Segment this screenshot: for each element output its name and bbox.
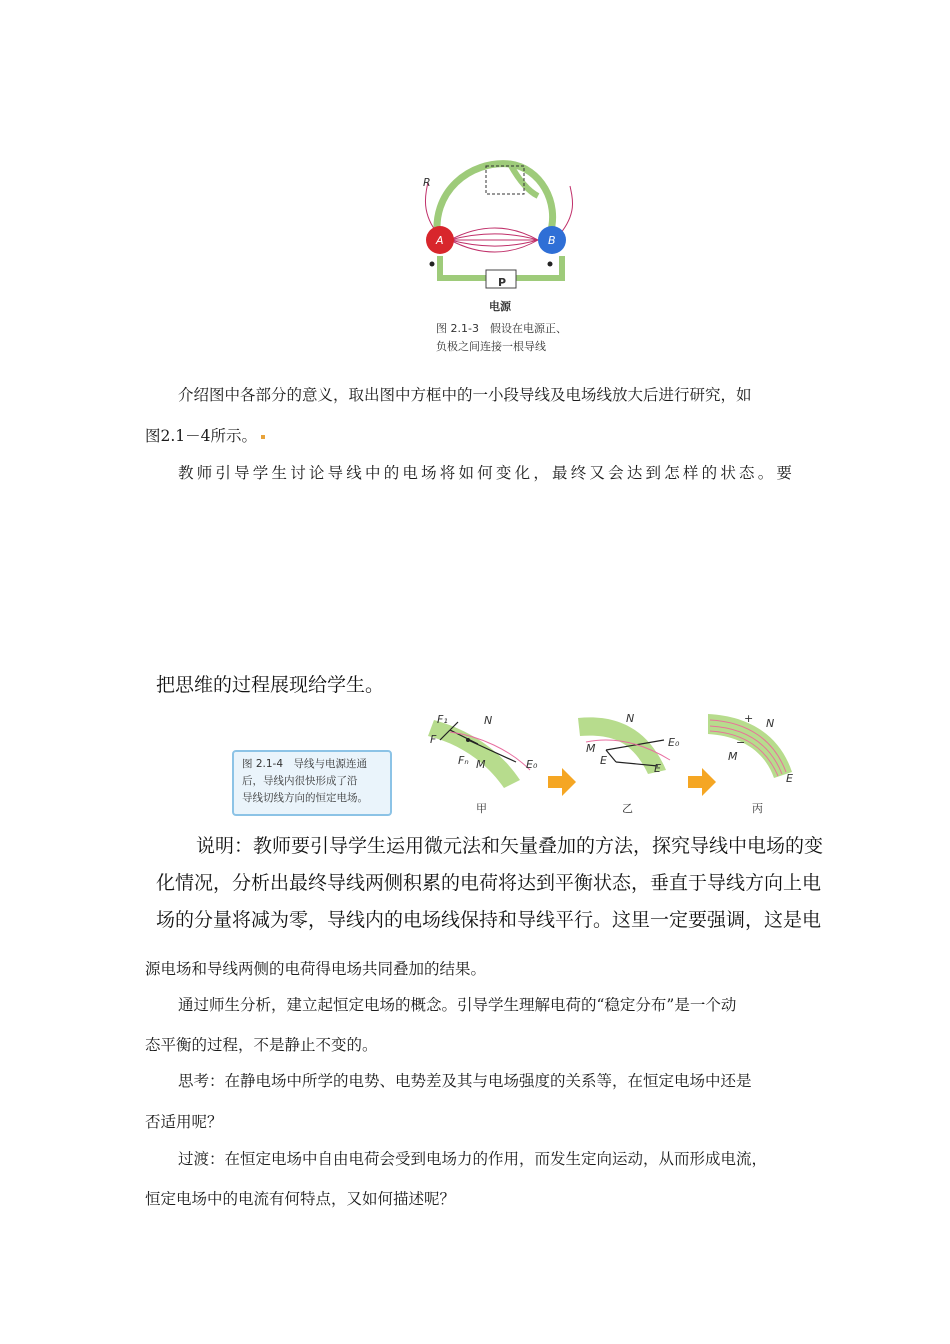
label-m-1: M — [476, 758, 486, 771]
wire-segment-1 — [428, 720, 520, 788]
label-n-3: N — [766, 717, 775, 730]
label-power: 电源 — [489, 300, 511, 313]
figure-caption-2: 负极之间连接一根导线 — [436, 340, 546, 353]
paragraph-6-line-2: 恒定电场中的电流有何特点，又如何描述呢？ — [145, 1190, 456, 1208]
paragraph-1-line-1: 介绍图中各部分的意义，取出图中方框中的一小段导线及电场线放大后进行研究，如 — [178, 386, 752, 404]
label-p: P — [498, 276, 507, 289]
label-fn: Fₙ — [458, 754, 469, 767]
figure-caption-1: 图 2.1-3 假设在电源正、 — [436, 322, 567, 335]
mark-dot — [261, 435, 265, 439]
label-m-3: M — [728, 750, 738, 763]
label-e-2a: E — [600, 754, 607, 767]
panel-label-bing: 丙 — [752, 802, 763, 815]
label-m-2: M — [586, 742, 596, 755]
note-line-4: 源电场和导线两侧的电荷得电场共同叠加的结果。 — [145, 960, 487, 978]
arrow-1 — [548, 768, 576, 796]
label-b: B — [548, 234, 556, 247]
note-line-2: 化情况，分析出最终导线两侧积累的电荷将达到平衡状态，垂直于导线方向上电 — [156, 872, 822, 894]
label-f: F — [430, 733, 437, 746]
label-a: A — [436, 234, 444, 247]
note-line-3: 场的分量将减为零，导线内的电场线保持和导线平行。这里一定要强调，这是电 — [156, 909, 822, 931]
label-plus-3: + — [744, 712, 754, 725]
panel-label-yi: 乙 — [622, 802, 633, 815]
wire-loop — [437, 164, 553, 240]
paragraph-2-line-1: 教师引导学生讨论导线中的电场将如何变化，最终又会达到怎样的状态。要 — [178, 464, 796, 482]
figure-2-1-4-callout: 图 2.1-4 导线与电源连通 后，导线内很快形成了沿 导线切线方向的恒定电场。 — [232, 750, 392, 816]
label-n-1: N — [484, 714, 493, 727]
paragraph-5-line-1: 思考：在静电场中所学的电势、电势差及其与电场强度的关系等，在恒定电场中还是 — [178, 1072, 752, 1090]
paragraph-4-line-2: 态平衡的过程，不是静止不变的。 — [145, 1036, 378, 1054]
label-f1: F₁ — [437, 713, 448, 726]
arrow-2 — [688, 768, 716, 796]
label-n-2: N — [626, 712, 635, 725]
label-e-3: E — [786, 772, 793, 785]
paragraph-4-line-1: 通过师生分析，建立起恒定电场的概念。引导学生理解电荷的“稳定分布”是一个动 — [178, 996, 737, 1014]
panel-label-jia: 甲 — [476, 802, 487, 815]
label-e0-1: E₀ — [526, 758, 538, 771]
paragraph-6-line-1: 过渡：在恒定电场中自由电荷会受到电场力的作用，而发生定向运动，从而形成电流， — [178, 1150, 768, 1168]
label-r: R — [423, 176, 431, 189]
note-line-1: 说明：教师要引导学生运用微元法和矢量叠加的方法，探究导线中电场的变 — [196, 835, 824, 857]
paragraph-1-line-2: 图2.1－4所示。 — [145, 426, 265, 446]
paragraph-5-line-2: 否适用呢？ — [145, 1113, 223, 1131]
label-e-2b: E — [654, 762, 661, 775]
paragraph-3: 把思维的过程展现给学生。 — [156, 674, 385, 696]
label-e0-2: E₀ — [668, 736, 680, 749]
label-minus-3: − — [736, 736, 746, 749]
